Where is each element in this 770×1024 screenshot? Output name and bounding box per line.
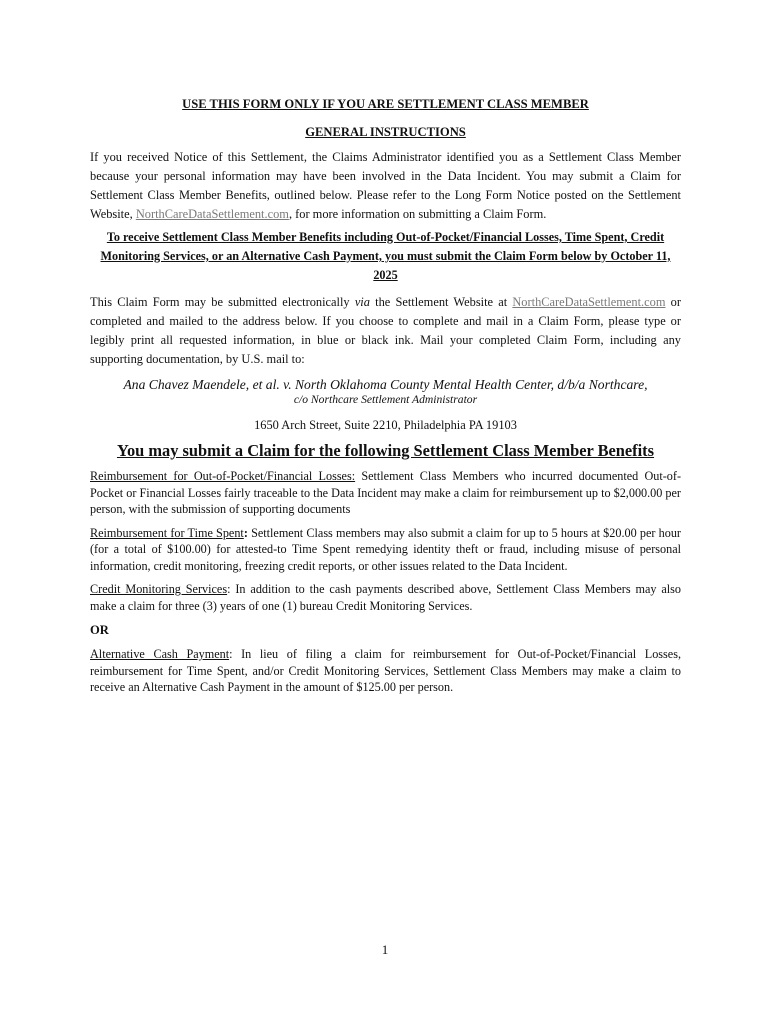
intro-paragraph — [90, 148, 681, 224]
benefit-out-of-pocket — [90, 468, 681, 518]
intro-text-start: If you received Notice of this Settlement, the Claims Administrator identified you as a Settlement Class Member because your personal information may have been involved in the Data Incident. You may submit a Claim for Settlement Class Member Benefits, outlined below. Please refer to the Long Form Notice posted on the Settlement Website, — [90, 150, 681, 221]
case-caption: Ana Chavez Maendele, et al. v. North Oklahoma County Mental Health Center, d/b/a Northcare, — [123, 377, 648, 392]
page-number: 1 — [381, 942, 389, 957]
submission-via-word: via — [354, 295, 370, 309]
submission-paragraph — [90, 293, 681, 369]
benefits-heading: You may submit a Claim for the following Settlement Class Member Benefits — [116, 441, 655, 460]
benefit-label: Reimbursement for Time Spent — [90, 525, 244, 540]
intro-text-end: , for more information on submitting a Claim Form. — [288, 207, 547, 221]
settlement-website-link-2[interactable]: NorthCareDataSettlement.com — [512, 295, 666, 309]
benefit-text: : In addition to the cash payments described above, Settlement Class Members may also make a claim for three (3) years of one (1) bureau Credit Monitoring Services. — [90, 582, 681, 613]
form-eligibility-heading: USE THIS FORM ONLY IF YOU ARE SETTLEMENT CLASS MEMBER — [182, 97, 589, 111]
benefit-label: Reimbursement for Out-of-Pocket/Financial Losses: — [90, 469, 356, 483]
benefit-text: : In lieu of filing a claim for reimbursement for Out-of-Pocket/Financial Losses, reimbursement for Time Spent, and/or Credit Monitoring Services, Settlement Class Members may make a claim to receive an Alternative Cash Payment in the amount of $125.00 per person. — [90, 647, 681, 694]
settlement-website-link[interactable]: NorthCareDataSettlement.com — [135, 207, 289, 221]
or-separator: OR — [90, 623, 109, 637]
mailing-address: 1650 Arch Street, Suite 2210, Philadelphia PA 19103 — [254, 418, 517, 432]
benefit-credit-monitoring — [90, 581, 681, 614]
benefit-text: Settlement Class members may also submit a claim for up to 5 hours at $20.00 per hour (for a total of $100.00) for attested-to Time Spent remedying identity theft or fraud, including misuse of personal information, credit monitoring, freezing credit reports, or other issues related to the Data Incident. — [90, 525, 681, 573]
benefit-text: Settlement Class Members who incurred documented Out-of-Pocket or Financial Losses fairly traceable to the Data Incident may make a claim for reimbursement up to $2,000.00 per person, with the submission of supporting documents — [90, 469, 681, 516]
submission-text-end: or completed and mailed to the address below. If you choose to complete and mail in a Claim Form, please type or legibly print all requested information, in blue or black ink. Mail your completed Claim Form, including any supporting documentation, by U.S. mail to: — [90, 295, 681, 366]
case-caption-administrator: c/o Northcare Settlement Administrator — [293, 393, 478, 406]
submission-text-start: This Claim Form may be submitted electronically — [90, 295, 355, 309]
benefit-colon: : — [243, 525, 248, 540]
benefit-label: Credit Monitoring Services — [90, 582, 228, 596]
benefit-time-spent — [90, 525, 681, 575]
deadline-notice: To receive Settlement Class Member Benefits including Out-of-Pocket/Financial Losses, Time Spent, Credit Monitoring Services, or an Alternative Cash Payment, you must submit the Claim Form below by October 11, 2025 — [100, 230, 671, 282]
submission-text-middle: the Settlement Website at — [369, 295, 513, 309]
benefit-alternative-cash — [90, 646, 681, 696]
benefit-label: Alternative Cash Payment — [90, 647, 230, 661]
general-instructions-heading: GENERAL INSTRUCTIONS — [305, 125, 466, 139]
